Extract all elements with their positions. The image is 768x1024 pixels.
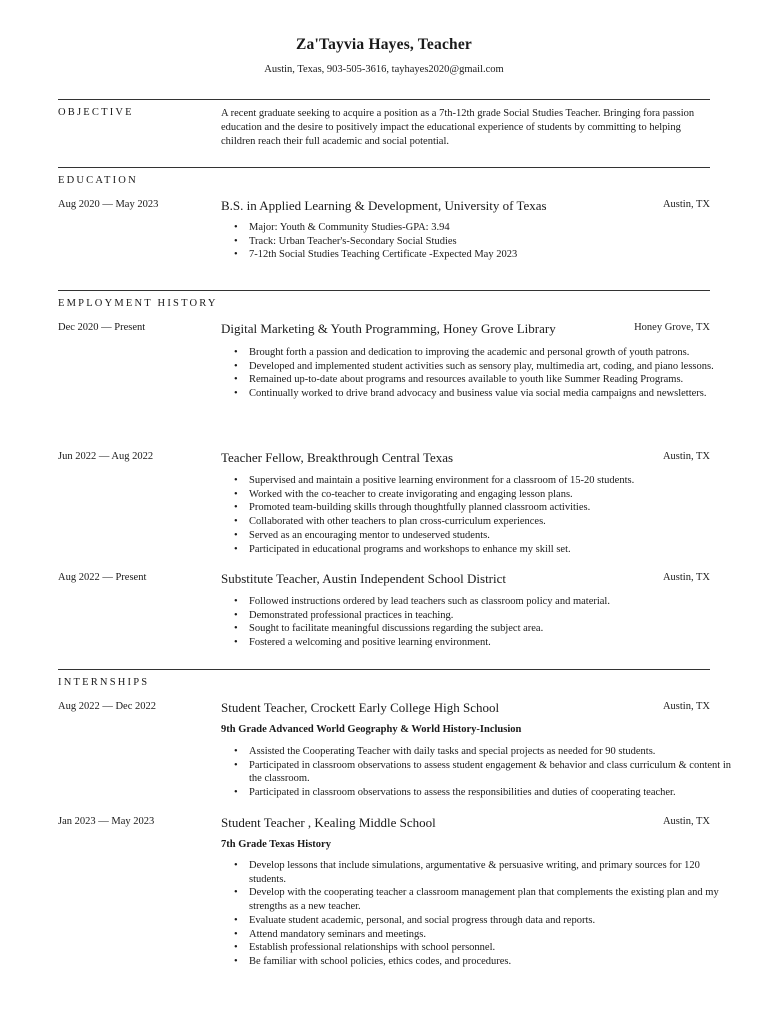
resume-header xyxy=(0,36,768,75)
list-item: • Develop with the cooperating teacher a classroom management plan that complements the existing plan and my strengths as a new teacher. xyxy=(249,886,738,913)
entry-location: Honey Grove, TX xyxy=(634,322,710,333)
entry-location: Austin, TX xyxy=(662,199,710,210)
list-item: • Brought forth a passion and dedication to improving the academic and personal growth of youth patrons. xyxy=(249,346,738,360)
entry-dates: Jun 2022 — Aug 2022 xyxy=(58,451,154,462)
list-item: • Worked with the co-teacher to create invigorating and engaging lesson plans. xyxy=(249,488,738,502)
list-item: • Sought to facilitate meaningful discussions regarding the subject area. xyxy=(249,622,738,636)
list-item: • Served as an encouraging mentor to undeserved students. xyxy=(249,529,738,543)
entry-location: Austin, TX xyxy=(662,816,710,827)
entry-title: Student Teacher, Crockett Early College High School xyxy=(221,700,500,715)
section-title: EMPLOYMENT HISTORY xyxy=(58,298,218,309)
entry-dates: Aug 2022 — Present xyxy=(58,572,147,583)
list-item: • Collaborated with other teachers to plan cross-curriculum experiences. xyxy=(249,515,738,529)
section-title: EDUCATION xyxy=(58,175,138,186)
entry-dates: Aug 2022 — Dec 2022 xyxy=(58,701,156,712)
entry-bullets xyxy=(221,859,738,969)
entry-bullets xyxy=(221,595,738,650)
entry-dates: Aug 2020 — May 2023 xyxy=(58,199,159,210)
entry-dates: Dec 2020 — Present xyxy=(58,322,146,333)
list-item: • Participated in classroom observations to assess the responsibilities and duties of cooperating teacher. xyxy=(249,786,738,800)
entry-location: Austin, TX xyxy=(662,451,710,462)
list-item: • Establish professional relationships with school personnel. xyxy=(249,941,738,955)
entry-title: Substitute Teacher, Austin Independent School District xyxy=(221,571,507,586)
section-title: OBJECTIVE xyxy=(58,107,134,118)
list-item: • Major: Youth & Community Studies-GPA: 3.94 xyxy=(249,221,738,235)
education-section xyxy=(58,167,710,290)
list-item: • Assisted the Cooperating Teacher with daily tasks and special projects as needed for 90 students. xyxy=(249,745,738,759)
list-item: • Fostered a welcoming and positive learning environment. xyxy=(249,636,738,650)
list-item: • Evaluate student academic, personal, and social progress through data and reports. xyxy=(249,914,738,928)
entry-title: Teacher Fellow, Breakthrough Central Texas xyxy=(221,450,454,465)
list-item: • Participated in educational programs and workshops to enhance my skill set. xyxy=(249,543,738,557)
list-item: • Be familiar with school policies, ethics codes, and procedures. xyxy=(249,955,738,969)
list-item: • Demonstrated professional practices in teaching. xyxy=(249,609,738,623)
list-item: • Develop lessons that include simulations, argumentative & persuasive writing, and primary sources for 120 students. xyxy=(249,859,738,886)
candidate-name: Za'Tayvia Hayes, Teacher xyxy=(295,36,473,53)
list-item: • Participated in classroom observations to assess student engagement & behavior and class curriculum & content in the classroom. xyxy=(249,759,738,786)
entry-subtitle: 9th Grade Advanced World Geography & World History-Inclusion xyxy=(221,724,522,735)
entry-bullets xyxy=(221,221,738,262)
list-item: • Supervised and maintain a positive learning environment for a classroom of 15-20 students. xyxy=(249,474,738,488)
list-item: • Attend mandatory seminars and meetings. xyxy=(249,928,738,942)
entry-dates: Jan 2023 — May 2023 xyxy=(58,816,155,827)
entry-title: Digital Marketing & Youth Programming, Honey Grove Library xyxy=(221,321,556,336)
list-item: • Followed instructions ordered by lead teachers such as classroom policy and material. xyxy=(249,595,738,609)
list-item: • Continually worked to drive brand advocacy and business value via social media campaigns and newsletters. xyxy=(249,387,738,401)
contact-info: Austin, Texas, 903-505-3616, tayhayes2020@gmail.com xyxy=(264,64,504,75)
list-item: • Track: Urban Teacher's-Secondary Social Studies xyxy=(249,235,738,249)
entry-bullets xyxy=(221,745,738,800)
employment-section xyxy=(58,290,714,669)
objective-text: A recent graduate seeking to acquire a position as a 7th-12th grade Social Studies Teacher. Bringing fora passion education and the desire to positively impact the educational experience of students by committing to helping children reach their full academic and social potential. xyxy=(221,108,695,147)
internships-section xyxy=(58,669,732,990)
list-item: • 7-12th Social Studies Teaching Certificate -Expected May 2023 xyxy=(249,248,738,262)
list-item: • Developed and implemented student activities such as sensory play, multimedia art, coding, and piano lessons. xyxy=(249,360,738,374)
entry-location: Austin, TX xyxy=(662,701,710,712)
list-item: • Remained up-to-date about programs and resources available to youth like Summer Reading Programs. xyxy=(249,373,738,387)
entry-bullets xyxy=(221,346,738,401)
list-item: • Promoted team-building skills through thoughtfully planned classroom activities. xyxy=(249,501,738,515)
objective-section xyxy=(58,99,710,166)
entry-title: Student Teacher , Kealing Middle School xyxy=(221,815,436,830)
entry-location: Austin, TX xyxy=(662,572,710,583)
entry-title: B.S. in Applied Learning & Development, University of Texas xyxy=(221,198,547,213)
entry-bullets xyxy=(221,474,738,556)
section-title: INTERNSHIPS xyxy=(58,677,150,688)
entry-subtitle: 7th Grade Texas History xyxy=(221,839,331,850)
